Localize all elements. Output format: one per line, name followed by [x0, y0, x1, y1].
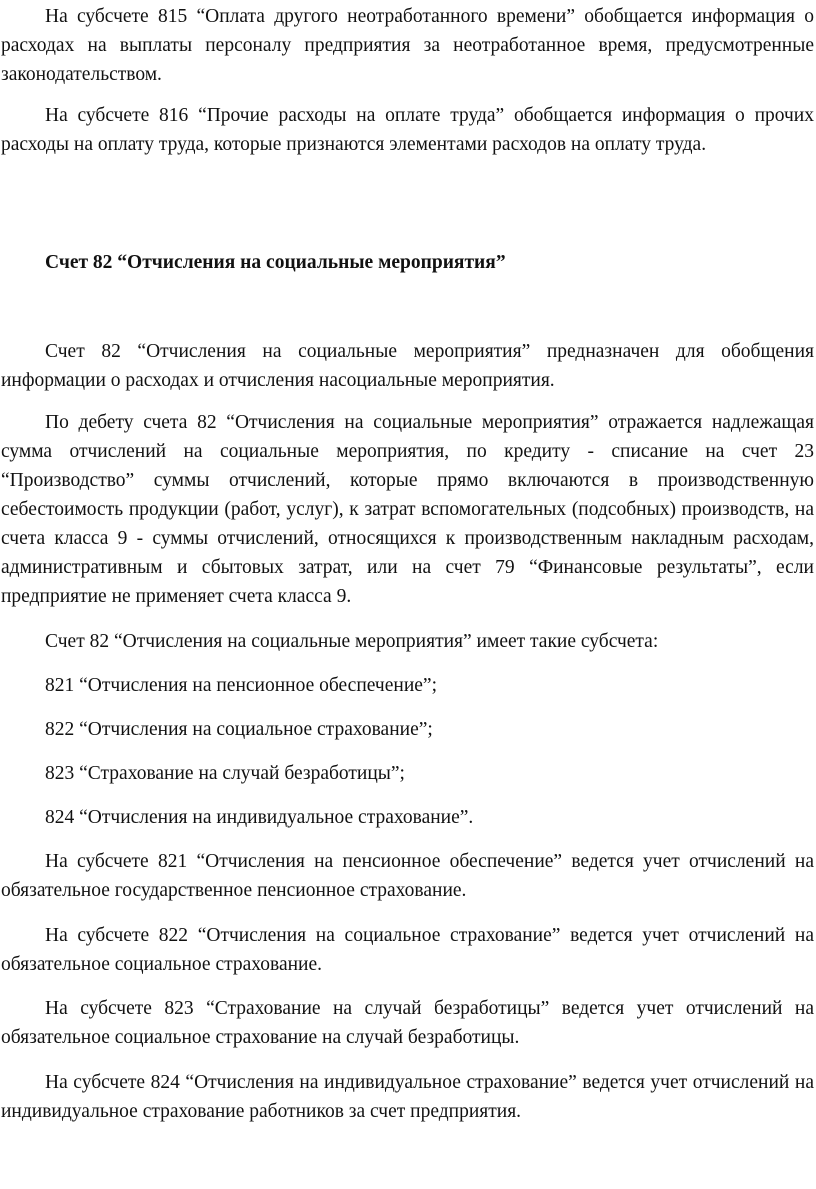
- subaccounts-intro: Счет 82 “Отчисления на социальные мероприятия” имеет такие субсчета:: [45, 631, 659, 652]
- paragraph-subaccount-821: На субсчете 821 “Отчисления на пенсионное обеспечение” ведется учет отчислений на обязательное государственное пенсионное страхование.: [1, 851, 814, 901]
- subaccount-item: 822 “Отчисления на социальное страхование”;: [45, 719, 433, 740]
- paragraph-subaccount-815: На субсчете 815 “Оплата другого неотработанного времени” обобщается информация о расходах на выплаты персоналу предприятия за неотработанное время, предусмотренные законодательством.: [1, 6, 814, 85]
- subaccount-item: 821 “Отчисления на пенсионное обеспечение”;: [45, 675, 437, 696]
- subaccount-item: 824 “Отчисления на индивидуальное страхование”.: [45, 807, 474, 828]
- paragraph-subaccount-823: На субсчете 823 “Страхование на случай безработицы” ведется учет отчислений на обязательное социальное страхование на случай безработицы.: [1, 998, 814, 1048]
- paragraph-subaccount-824: На субсчете 824 “Отчисления на индивидуальное страхование” ведется учет отчислений на индивидуальное страхование работников за счет предприятия.: [1, 1072, 814, 1122]
- paragraph-subaccount-816: На субсчете 816 “Прочие расходы на оплате труда” обобщается информация о прочих расходы на оплату труда, которые признаются элементами расходов на оплату труда.: [1, 105, 814, 155]
- subaccount-item: 823 “Страхование на случай безработицы”;: [45, 763, 405, 784]
- paragraph-account-82-purpose: Счет 82 “Отчисления на социальные мероприятия” предназначен для обобщения информации о расходах и отчисления насоциальные мероприятия.: [1, 341, 814, 391]
- section-heading: Счет 82 “Отчисления на социальные мероприятия”: [45, 252, 506, 273]
- paragraph-subaccount-822: На субсчете 822 “Отчисления на социальное страхование” ведется учет отчислений на обязательное социальное страхование.: [1, 925, 814, 975]
- paragraph-account-82-debit-credit: По дебету счета 82 “Отчисления на социальные мероприятия” отражается надлежащая сумма отчислений на социальные мероприятия, по кредиту - списание на счет 23 “Производство” суммы отчислений, которые прямо включаются в производственную себестоимость продукции (работ, услуг), к затрат вспомогательных (подсобных) производств, на счета класса 9 - суммы отчислений, относящихся к производственным накладным расходам, административным и сбытовых затрат, или на счет 79 “Финансовые результаты”, если предприятие не применяет счета класса 9.: [1, 412, 814, 607]
